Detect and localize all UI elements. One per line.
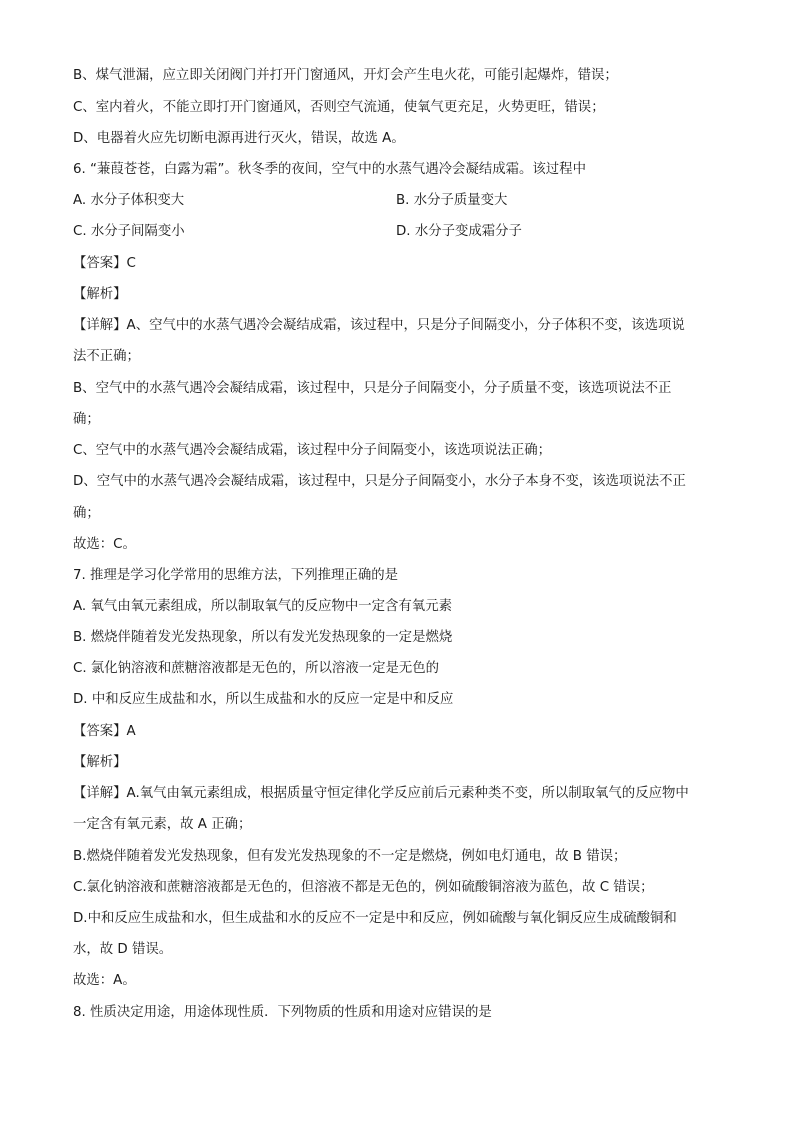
q7-option-c: C. 氯化钠溶液和蔗糖溶液都是无色的，所以溶液一定是无色的 [73,661,440,676]
q6-detail-b-line2: 确； [73,412,100,427]
q6-detail-b-line1: B、空气中的水蒸气遇冷会凝结成霜，该过程中，只是分子间隔变小，分子质量不变，该选项说法不正 [73,381,672,396]
q6-option-b: B. 水分子质量变大 [396,193,508,208]
q6-conclusion: 故选：C。 [73,537,136,552]
q6-detail-a-line2: 法不正确； [73,349,140,364]
q6-stem: 6. “蒹葭苍苍，白露为霜”。秋冬季的夜间，空气中的水蒸气遇冷会凝结成霜。该过程中 [73,162,586,177]
q6-analysis-title: 【解析】 [73,287,127,302]
q6-detail-c: C、空气中的水蒸气遇冷会凝结成霜，该过程中分子间隔变小，该选项说法正确； [73,443,552,458]
q7-detail-a-line1: 【详解】A.氧气由氧元素组成，根据质量守恒定律化学反应前后元素种类不变，所以制取氧气的反应物中 [73,786,689,801]
q7-conclusion: 故选：A。 [73,973,136,988]
q6-answer: 【答案】C [73,256,136,271]
q6-detail-d-line1: D、空气中的水蒸气遇冷会凝结成霜，该过程中，只是分子间隔变小，水分子本身不变，该选项说法不正 [73,474,686,489]
q5-analysis-b: B、煤气泄漏，应立即关闭阀门并打开门窗通风，开灯会产生电火花，可能引起爆炸，错误； [73,68,618,83]
q5-analysis-d: D、电器着火应先切断电源再进行灭火，错误，故选 A。 [73,131,405,146]
q7-stem: 7. 推理是学习化学常用的思维方法，下列推理正确的是 [73,568,399,583]
q7-option-a: A. 氧气由氧元素组成，所以制取氧气的反应物中一定含有氧元素 [73,599,452,614]
q7-analysis-title: 【解析】 [73,755,127,770]
q6-option-a: A. 水分子体积变大 [73,193,185,208]
q7-option-d: D. 中和反应生成盐和水，所以生成盐和水的反应一定是中和反应 [73,692,454,707]
q7-detail-d-line1: D.中和反应生成盐和水，但生成盐和水的反应不一定是中和反应，例如硫酸与氧化铜反应生成硫酸铜和 [73,911,677,926]
q6-detail-a-line1: 【详解】A、空气中的水蒸气遇冷会凝结成霜，该过程中，只是分子间隔变小，分子体积不变，该选项说 [73,318,685,333]
q7-detail-c: C.氯化钠溶液和蔗糖溶液都是无色的，但溶液不都是无色的，例如硫酸铜溶液为蓝色，故 C 错误； [73,880,654,895]
q8-stem: 8. 性质决定用途，用途体现性质．下列物质的性质和用途对应错误的是 [73,1005,492,1020]
q7-detail-b: B.燃烧伴随着发光发热现象，但有发光发热现象的不一定是燃烧，例如电灯通电，故 B 错误； [73,849,627,864]
q7-detail-d-line2: 水，故 D 错误。 [73,942,173,957]
q6-detail-d-line2: 确； [73,506,100,521]
q7-detail-a-line2: 一定含有氧元素，故 A 正确； [73,817,252,832]
q5-analysis-c: C、室内着火，不能立即打开门窗通风，否则空气流通，使氧气更充足，火势更旺，错误； [73,100,605,115]
q7-answer: 【答案】A [73,724,136,739]
q7-option-b: B. 燃烧伴随着发光发热现象，所以有发光发热现象的一定是燃烧 [73,630,453,645]
q6-option-c: C. 水分子间隔变小 [73,224,185,239]
q6-option-d: D. 水分子变成霜分子 [396,224,522,239]
